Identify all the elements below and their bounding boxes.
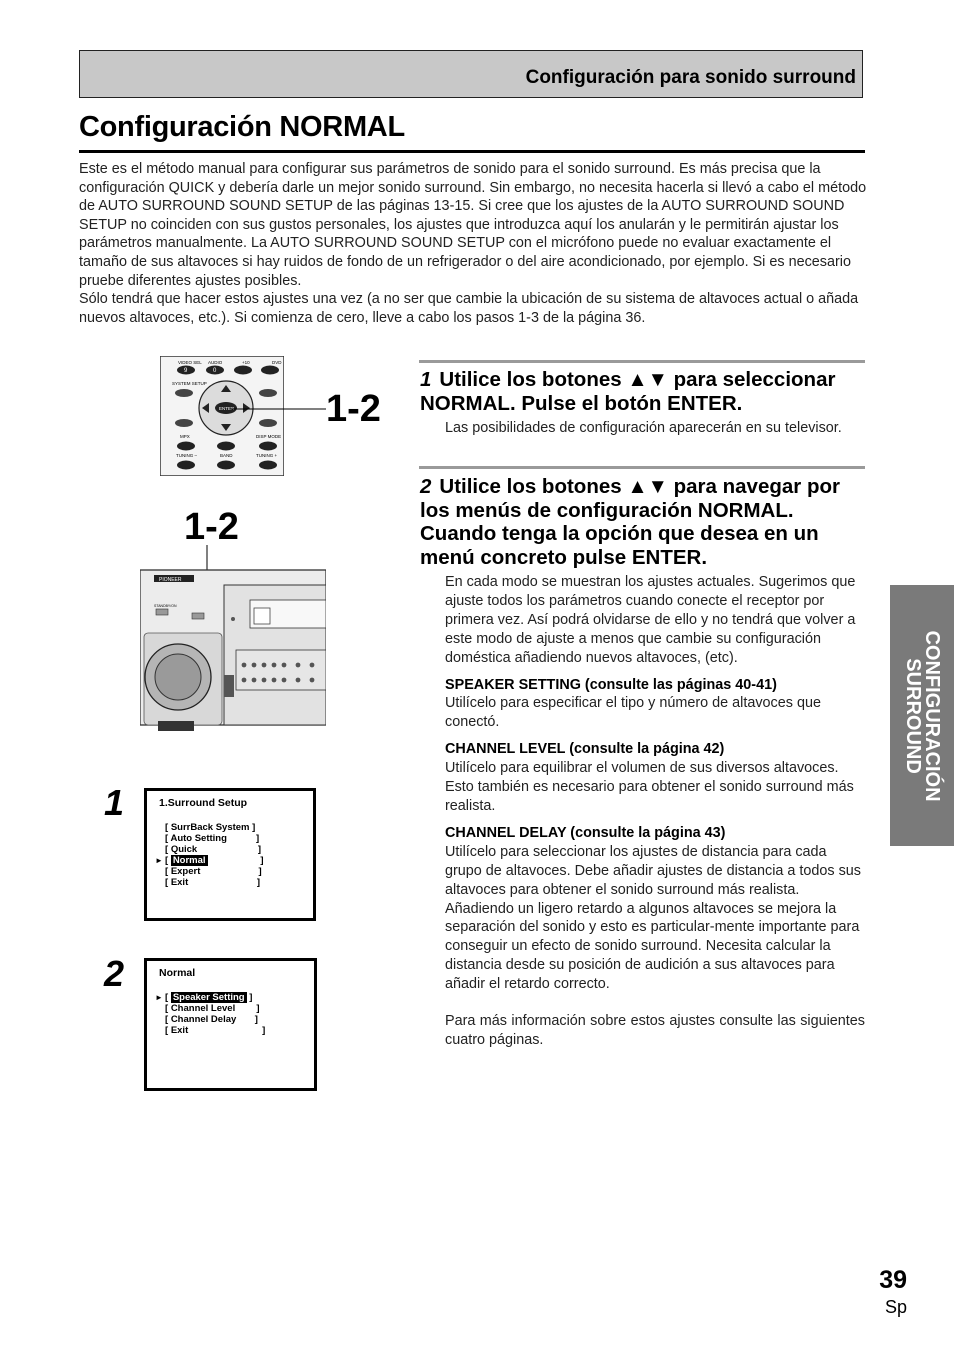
chapter-tab-line-2: SURROUND [902, 657, 924, 774]
channel-delay-heading: CHANNEL DELAY (consulte la página 43) [445, 824, 726, 841]
receiver-indicator [231, 617, 235, 621]
screen-2-callout: 2 [104, 953, 125, 994]
receiver-illustration [140, 545, 326, 735]
channel-delay-text: Utilícelo para seleccionar los ajustes de distancia para cada grupo de altavoces. Debe añadir ajustes de distancia a todos sus altavoces para obtener el sonido surround más realista. Añadiendo un ligero retardo a algunos altavoces se mejora la separación del sonido y esto es particular-mente importante para conseguir un efecto de sonido surround. Necesita calcular la distancia desde su posición de audición a sus altavoces para añadir el retardo correcto. [445, 843, 861, 993]
intro-text [79, 160, 869, 327]
step-1-heading-text: Utilice los botones ▲▼ para seleccionar NORMAL. Pulse el botón ENTER. [420, 368, 836, 415]
remote-key-plus10 [234, 366, 252, 375]
remote-key-band [217, 461, 235, 470]
remote-key-disp-mode [259, 442, 277, 451]
chapter-side-tab [890, 585, 954, 846]
master-volume-knob [155, 654, 201, 700]
step-1-number: 1 [420, 368, 432, 391]
osd-menu-item: [ SurrBack System ] [165, 822, 256, 833]
osd-menu-item: [ Quick ] [165, 844, 262, 855]
remote-callout-line [230, 398, 330, 420]
receiver-brand: PIONEER [159, 577, 182, 583]
step-2-number: 2 [420, 475, 432, 498]
step-2-body [445, 573, 865, 1050]
remote-key-right-lower [259, 419, 277, 427]
remote-callout-label: 1-2 [326, 388, 381, 430]
channel-level-heading: CHANNEL LEVEL (consulte la página 42) [445, 741, 725, 758]
remote-label-mpx: MPX [180, 434, 190, 439]
step-1-body-text: Las posibilidades de configuración aparecerán en su televisor. [445, 420, 842, 436]
speaker-setting-heading: SPEAKER SETTING (consulte las páginas 40-41) [445, 676, 777, 693]
screen-1-callout: 1 [104, 782, 125, 823]
intro-paragraph-2: Sólo tendrá que hacer estos ajustes una vez (a no ser que cambie la ubicación de su sistema de altavoces actual o añada nuevos altavoces, etc.). Si comienza de cero, lleve a cabo los pasos 1-3 de la página 36. [79, 291, 859, 326]
page-number: 39 [879, 1266, 907, 1294]
remote-label-dvd: DVD [272, 360, 282, 365]
osd-menu-item: [ Auto Setting ] [165, 833, 260, 844]
remote-key-tuning-plus [259, 461, 277, 470]
osd-menu-item-selected: ► [ Normal ] [155, 855, 264, 866]
more-info-text: Para más información sobre estos ajustes consulte las siguientes cuatro páginas. [445, 1013, 865, 1048]
title-rule [79, 150, 865, 153]
osd-screen-surround-setup [144, 788, 316, 921]
osd-screen-2-title: Normal [159, 967, 196, 979]
channel-level-text: Utilícelo para equilibrar el volumen de sus diversos altavoces. Esto también es necesario para obtener el sonido surround más realista. [445, 760, 854, 814]
standby-button [156, 609, 168, 615]
remote-label-audio: AUDIO [208, 360, 223, 365]
receiver-foot [158, 721, 194, 731]
remote-key-pause [217, 442, 235, 451]
osd-menu-item-selected: ► [ Speaker Setting ] [155, 992, 253, 1003]
remote-key-tuning-minus [177, 461, 195, 470]
speaker-setting-text: Utilícelo para especificar el tipo y número de altavoces que conectó. [445, 695, 821, 731]
receiver-callout-label: 1-2 [184, 506, 239, 548]
step-1-heading [420, 368, 868, 415]
chapter-side-tab-label [903, 630, 941, 801]
receiver-button-upper [192, 613, 204, 619]
step-2-heading-text: Utilice los botones ▲▼ para navegar por los menús de configuración NORMAL. Cuando tenga la opción que desea en un menú concreto pulse ENTER. [420, 475, 840, 569]
step-2-body-text: En cada modo se muestran los ajustes actuales. Sugerimos que ajuste todos los parámetros cuando conecte el receptor por primera vez. Así podrá olvidarse de ello y no tendrá que volver a este modo de ajuste a menos que cambie su configuración doméstica añadiendo nuevos altavoces, (etc). [445, 574, 856, 666]
remote-key-right-upper [259, 389, 277, 397]
section-title: Configuración para sonido surround [525, 67, 856, 88]
step-2-heading [420, 475, 868, 569]
remote-label-disp-mode: DISP MODE [256, 434, 282, 439]
osd-menu-item: [ Channel Delay ] [165, 1014, 258, 1025]
remote-key-system-setup [175, 389, 193, 397]
receiver-display-window [254, 608, 270, 624]
osd-screen-1-title: 1.Surround Setup [159, 797, 248, 809]
remote-label-plus10: +10 [242, 360, 250, 365]
remote-label-tuning-plus: TUNING + [256, 453, 278, 458]
section-header-band [79, 50, 863, 98]
receiver-standby-label: STANDBY/ON [154, 604, 177, 608]
remote-key-mpx [177, 442, 195, 451]
remote-label-video-sel: VIDEO SEL [178, 360, 202, 365]
chapter-tab-line-1: CONFIGURACIÓN [921, 629, 943, 802]
step-1-body [445, 419, 855, 438]
step-2-rule [419, 466, 865, 469]
remote-key-9-label: 9 [184, 368, 188, 374]
osd-menu-item: [ Expert ] [165, 866, 262, 877]
receiver-slot [224, 675, 234, 697]
remote-key-0-label: 0 [213, 368, 217, 374]
remote-key-left-lower [175, 419, 193, 427]
language-code: Sp [884, 1297, 907, 1317]
remote-enter-label: ENTER [219, 406, 235, 411]
remote-label-system-setup: SYSTEM SETUP [172, 381, 207, 386]
osd-screen-normal [144, 958, 317, 1091]
remote-key-dvd [261, 366, 279, 375]
step-1-rule [419, 360, 865, 363]
remote-label-band: BAND [220, 453, 233, 458]
osd-menu-item: [ Exit ] [165, 1025, 266, 1036]
osd-menu-item: [ Exit ] [165, 877, 261, 888]
intro-paragraph-1: Este es el método manual para configurar sus parámetros de sonido para el sonido surround. Es más precisa que la configuración QUICK y debería darle un mejor sonido surround. Sin embargo, no necesita hacerla si llevó a cabo el método de AUTO SURROUND SOUND SETUP de las páginas 13-15. Si cree que los ajustes de la AUTO SURROUND SOUND SETUP no coinciden con sus gustos personales, los ajustes que introduzca aquí los anularán y le permitirán ajustar los parámetros manualmente. La AUTO SURROUND SOUND SETUP con el micrófono puede no evaluar exactamente el tamaño de sus altavoces si hay ruidos de fondo de un refrigerador o del aire acondicionado, por ejemplo. Si es necesario pruebe diferentes ajustes posibles. [79, 161, 867, 289]
page-title: Configuración NORMAL [79, 111, 405, 143]
remote-label-tuning-minus: TUNING – [176, 453, 198, 458]
osd-menu-item: [ Channel Level ] [165, 1003, 260, 1014]
